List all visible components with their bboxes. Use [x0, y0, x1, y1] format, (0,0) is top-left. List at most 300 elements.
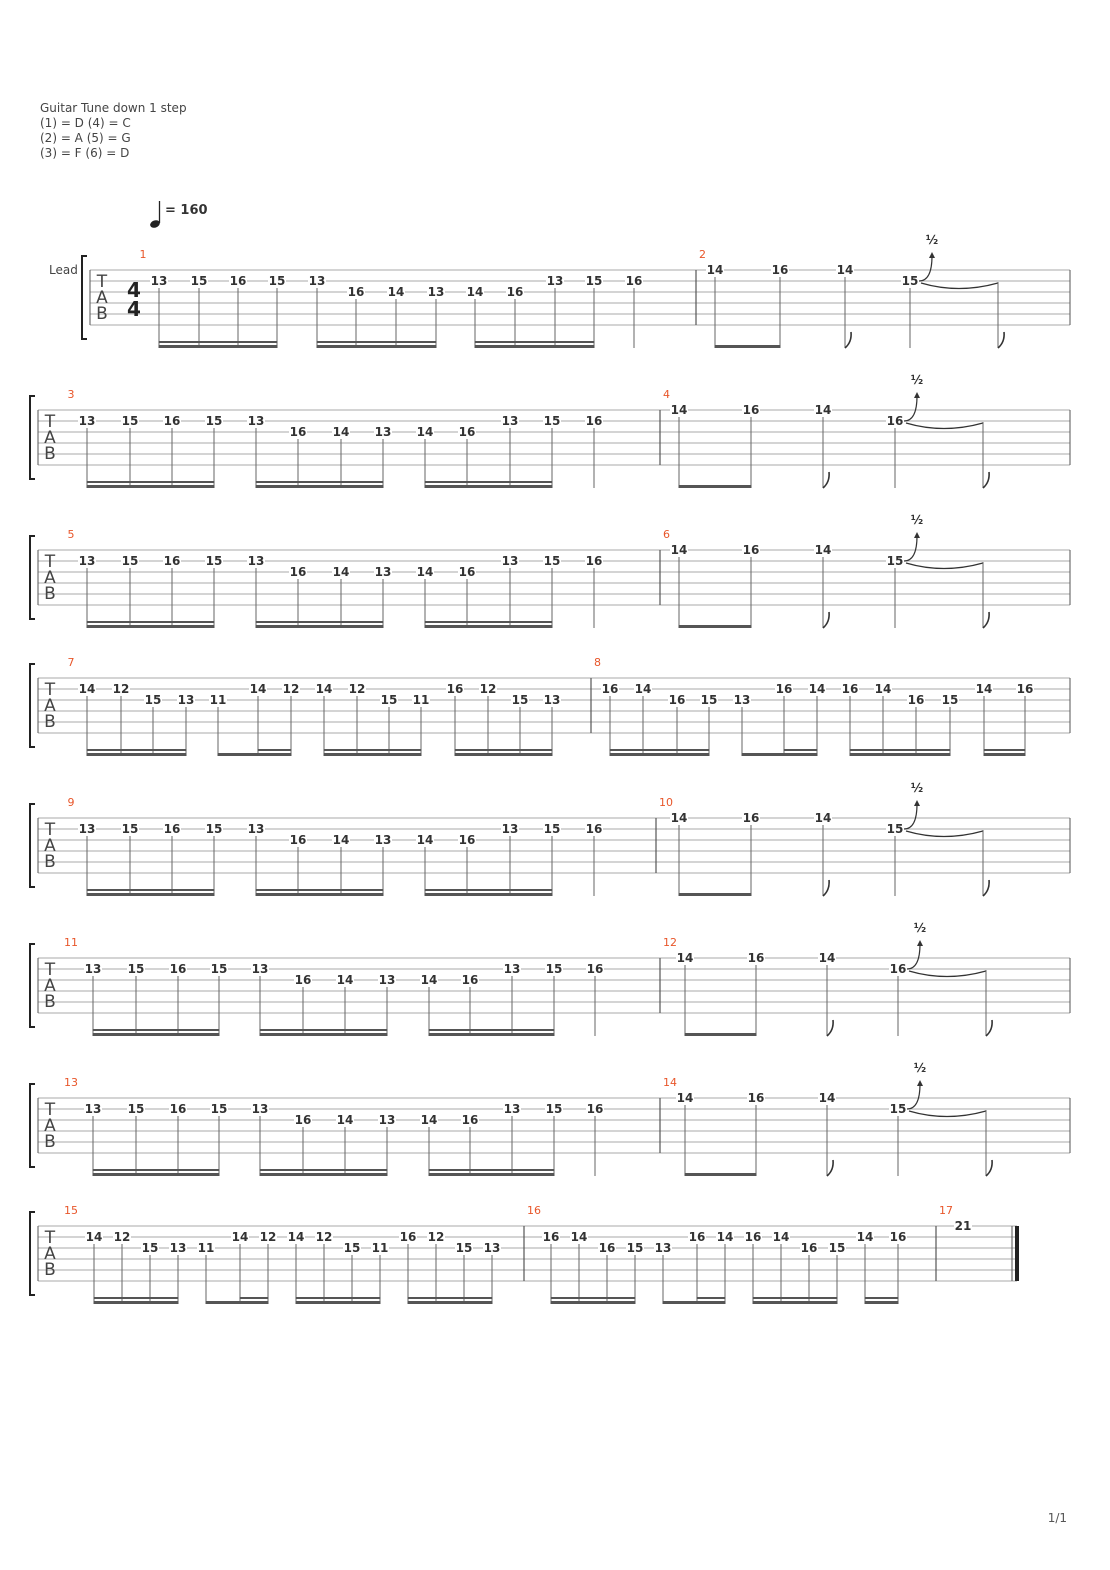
fret-number: 15: [190, 274, 208, 288]
beam: [256, 889, 384, 891]
fret-number: 15: [543, 554, 561, 568]
beam: [87, 889, 215, 891]
fret-number: 13: [308, 274, 326, 288]
beam: [715, 345, 781, 348]
staff-bracket: [30, 944, 35, 1027]
beam: [317, 345, 437, 348]
fret-number: 13: [251, 1102, 269, 1116]
fret-number: 16: [742, 543, 760, 557]
fret-number: 12: [282, 682, 300, 696]
measure-number: 3: [67, 388, 75, 401]
fret-number: 15: [828, 1241, 846, 1255]
tuning-line: (3) = F (6) = D: [40, 146, 130, 160]
fret-number: 11: [412, 693, 430, 707]
beam: [753, 1297, 838, 1299]
fret-number: 16: [163, 554, 181, 568]
fret-number: 14: [570, 1230, 588, 1244]
fret-number: 13: [378, 973, 396, 987]
tab-clef-letter: T: [44, 1100, 56, 1120]
beam: [296, 1297, 381, 1299]
beam: [425, 485, 553, 488]
fret-number: 15: [889, 1102, 907, 1116]
fret-number: 14: [670, 543, 688, 557]
fret-number: 14: [416, 425, 434, 439]
bend-amount: ½: [910, 513, 924, 527]
beam: [159, 341, 278, 343]
beam: [87, 485, 215, 488]
fret-number: 13: [247, 554, 265, 568]
beam: [551, 1297, 636, 1299]
fret-number: 13: [247, 414, 265, 428]
beam: [685, 1033, 757, 1036]
note-flag: [823, 472, 829, 488]
fret-number: 16: [458, 565, 476, 579]
beam: [455, 749, 553, 751]
fret-number: 13: [374, 833, 392, 847]
tab-clef-letter: A: [44, 836, 56, 856]
beam: [753, 1301, 838, 1304]
fret-number: 15: [380, 693, 398, 707]
fret-number: 13: [251, 962, 269, 976]
beam: [408, 1301, 493, 1304]
fret-number: 15: [901, 274, 919, 288]
tab-clef-letter: B: [44, 584, 56, 604]
tab-clef-letter: A: [44, 976, 56, 996]
note-flag: [823, 612, 829, 628]
tab-clef-letter: T: [44, 820, 56, 840]
beam: [256, 893, 384, 896]
fret-number: 16: [229, 274, 247, 288]
fret-number: 16: [289, 425, 307, 439]
measure-number: 4: [663, 388, 670, 401]
staff-bracket: [82, 256, 87, 339]
fret-number: 16: [446, 682, 464, 696]
fret-number: 16: [294, 1113, 312, 1127]
measure-number: 7: [67, 656, 75, 669]
bend-arrowhead: [917, 1080, 923, 1086]
fret-number: 15: [121, 554, 139, 568]
fret-number: 15: [268, 274, 286, 288]
fret-number: 12: [259, 1230, 277, 1244]
fret-number: 14: [336, 973, 354, 987]
fret-number: 15: [941, 693, 959, 707]
fret-number: 14: [78, 682, 96, 696]
tie: [906, 831, 983, 837]
beam: [260, 1029, 388, 1031]
fret-number: 16: [775, 682, 793, 696]
beam: [256, 625, 384, 628]
fret-number: 16: [294, 973, 312, 987]
fret-number: 14: [420, 1113, 438, 1127]
fret-number: 15: [127, 962, 145, 976]
time-signature-top: 4: [127, 278, 141, 302]
beam: [317, 341, 437, 343]
beam: [425, 621, 553, 623]
tab-clef-letter: B: [96, 304, 108, 324]
note-flag: [823, 880, 829, 896]
fret-number: 14: [634, 682, 652, 696]
fret-number: 16: [601, 682, 619, 696]
fret-number: 16: [585, 554, 603, 568]
beam: [218, 753, 292, 756]
fret-number: 14: [706, 263, 724, 277]
fret-number: 16: [586, 1102, 604, 1116]
beam: [256, 485, 384, 488]
fret-number: 16: [289, 833, 307, 847]
fret-number: 11: [209, 693, 227, 707]
fret-number: 14: [716, 1230, 734, 1244]
beam: [87, 893, 215, 896]
fret-number: 13: [169, 1241, 187, 1255]
beam: [93, 1029, 220, 1031]
fret-number: 14: [814, 811, 832, 825]
beam: [850, 753, 951, 756]
beam: [425, 625, 553, 628]
beam: [260, 1033, 388, 1036]
fret-number: 14: [670, 811, 688, 825]
fret-number: 14: [814, 543, 832, 557]
fret-number: 13: [84, 962, 102, 976]
measure-number: 10: [659, 796, 673, 809]
final-barline: [1015, 1226, 1019, 1281]
beam: [324, 749, 422, 751]
fret-number: 15: [121, 822, 139, 836]
fret-number: 16: [800, 1241, 818, 1255]
bend-arrow: [907, 944, 920, 969]
fret-number: 14: [975, 682, 993, 696]
fret-number: 16: [886, 414, 904, 428]
beam: [240, 1297, 269, 1299]
beam: [679, 625, 752, 628]
fret-number: 16: [461, 1113, 479, 1127]
fret-number: 13: [733, 693, 751, 707]
tab-clef-letter: T: [96, 272, 108, 292]
tie: [906, 563, 983, 569]
note-flag: [983, 612, 989, 628]
fret-number: 14: [836, 263, 854, 277]
beam: [159, 345, 278, 348]
fret-number: 16: [742, 403, 760, 417]
fret-number: 15: [543, 414, 561, 428]
tie: [909, 1111, 986, 1117]
fret-number: 15: [205, 822, 223, 836]
fret-number: 15: [886, 554, 904, 568]
beam: [742, 753, 818, 756]
beam: [408, 1297, 493, 1299]
beam: [685, 1173, 757, 1176]
fret-number: 16: [889, 962, 907, 976]
beam: [260, 1169, 388, 1171]
beam: [455, 753, 553, 756]
bend-arrow: [907, 1084, 920, 1109]
beam: [93, 1169, 220, 1171]
tie: [906, 423, 983, 429]
tab-clef-letter: B: [44, 852, 56, 872]
note-flag: [845, 332, 851, 348]
tab-clef-letter: T: [44, 680, 56, 700]
fret-number: 15: [886, 822, 904, 836]
staff-bracket: [30, 536, 35, 619]
fret-number: 16: [586, 962, 604, 976]
fret-number: 13: [177, 693, 195, 707]
fret-number: 16: [747, 951, 765, 965]
beam: [865, 1301, 899, 1304]
fret-number: 16: [542, 1230, 560, 1244]
fret-number: 14: [332, 425, 350, 439]
beam: [429, 1029, 555, 1031]
tempo-value: = 160: [165, 203, 208, 218]
measure-number: 13: [64, 1076, 78, 1089]
beam: [663, 1301, 726, 1304]
tab-clef-letter: A: [44, 1244, 56, 1264]
tab-clef-letter: A: [44, 1116, 56, 1136]
fret-number: 14: [332, 833, 350, 847]
fret-number: 16: [598, 1241, 616, 1255]
fret-number: 14: [818, 951, 836, 965]
beam: [429, 1169, 555, 1171]
staff-bracket: [30, 804, 35, 887]
staff-bracket: [30, 1212, 35, 1295]
fret-number: 13: [78, 414, 96, 428]
fret-number: 16: [169, 962, 187, 976]
tab-clef-letter: T: [44, 1228, 56, 1248]
measure-number: 1: [139, 248, 147, 261]
beam: [256, 481, 384, 483]
fret-number: 13: [503, 962, 521, 976]
measure-number: 15: [64, 1204, 78, 1217]
fret-number: 14: [420, 973, 438, 987]
tuning-line: (2) = A (5) = G: [40, 131, 131, 145]
fret-number: 15: [343, 1241, 361, 1255]
fret-number: 16: [1016, 682, 1034, 696]
tab-clef-letter: B: [44, 444, 56, 464]
beam: [87, 753, 187, 756]
measure-number: 6: [663, 528, 670, 541]
bend-amount: ½: [913, 921, 927, 935]
fret-number: 14: [808, 682, 826, 696]
fret-number: 16: [889, 1230, 907, 1244]
fret-number: 15: [700, 693, 718, 707]
fret-number: 16: [458, 425, 476, 439]
fret-number: 13: [483, 1241, 501, 1255]
beam: [425, 481, 553, 483]
tuning-line: (1) = D (4) = C: [40, 116, 131, 130]
fret-number: 13: [543, 693, 561, 707]
bend-amount: ½: [910, 373, 924, 387]
bend-arrow: [904, 536, 917, 561]
beam: [610, 749, 710, 751]
measure-number: 2: [699, 248, 706, 261]
note-flag: [983, 472, 989, 488]
beam: [610, 753, 710, 756]
fret-number: 16: [771, 263, 789, 277]
note-flag: [827, 1160, 833, 1176]
tab-clef-letter: T: [44, 960, 56, 980]
fret-number: 12: [427, 1230, 445, 1244]
fret-number: 13: [374, 425, 392, 439]
staff-bracket: [30, 1084, 35, 1167]
bend-amount: ½: [925, 233, 939, 247]
fret-number: 13: [501, 554, 519, 568]
beam: [429, 1033, 555, 1036]
fret-number: 16: [742, 811, 760, 825]
fret-number: 15: [205, 414, 223, 428]
fret-number: 13: [501, 414, 519, 428]
tab-clef-letter: T: [44, 552, 56, 572]
beam: [429, 1173, 555, 1176]
tab-clef-letter: A: [44, 428, 56, 448]
measure-number: 12: [663, 936, 677, 949]
fret-number: 16: [347, 285, 365, 299]
note-flag: [998, 332, 1004, 348]
tab-clef-letter: T: [44, 412, 56, 432]
fret-number: 13: [654, 1241, 672, 1255]
beam: [475, 341, 595, 343]
beam: [865, 1297, 899, 1299]
fret-number: 13: [501, 822, 519, 836]
beam: [679, 893, 752, 896]
fret-number: 13: [374, 565, 392, 579]
measure-number: 5: [67, 528, 75, 541]
fret-number: 15: [511, 693, 529, 707]
note-flag: [986, 1020, 992, 1036]
fret-number: 16: [907, 693, 925, 707]
fret-number: 14: [315, 682, 333, 696]
fret-number: 11: [197, 1241, 215, 1255]
fret-number: 16: [461, 973, 479, 987]
fret-number: 14: [466, 285, 484, 299]
bend-amount: ½: [913, 1061, 927, 1075]
fret-number: 15: [141, 1241, 159, 1255]
measure-number: 8: [594, 656, 601, 669]
fret-number: 16: [585, 414, 603, 428]
measure-number: 17: [939, 1204, 953, 1217]
beam: [206, 1301, 269, 1304]
beam: [94, 1297, 179, 1299]
fret-number: 14: [772, 1230, 790, 1244]
fret-number: 13: [78, 822, 96, 836]
track-name: Lead: [49, 263, 78, 277]
beam: [984, 749, 1026, 751]
fret-number: 12: [348, 682, 366, 696]
bend-amount: ½: [910, 781, 924, 795]
measure-number: 16: [527, 1204, 541, 1217]
beam: [256, 621, 384, 623]
fret-number: 14: [856, 1230, 874, 1244]
fret-number: 15: [626, 1241, 644, 1255]
fret-number: 14: [416, 565, 434, 579]
fret-number: 14: [336, 1113, 354, 1127]
note-flag: [983, 880, 989, 896]
page-number: 1/1: [1047, 1511, 1067, 1525]
fret-number: 14: [676, 1091, 694, 1105]
beam: [425, 893, 553, 896]
fret-number: 12: [479, 682, 497, 696]
beam: [87, 749, 187, 751]
fret-number: 16: [169, 1102, 187, 1116]
tab-clef-letter: A: [44, 568, 56, 588]
fret-number: 15: [585, 274, 603, 288]
fret-number: 14: [249, 682, 267, 696]
beam: [850, 749, 951, 751]
fret-number: 16: [506, 285, 524, 299]
beam: [984, 753, 1026, 756]
bend-arrow: [919, 256, 932, 281]
note-flag: [986, 1160, 992, 1176]
fret-number: 12: [113, 1230, 131, 1244]
beam: [93, 1173, 220, 1176]
fret-number: 14: [676, 951, 694, 965]
fret-number: 14: [231, 1230, 249, 1244]
fret-number: 13: [427, 285, 445, 299]
beam: [425, 889, 553, 891]
fret-number: 21: [954, 1219, 972, 1233]
fret-number: 15: [127, 1102, 145, 1116]
bend-arrowhead: [914, 800, 920, 806]
fret-number: 15: [210, 1102, 228, 1116]
staff-bracket: [30, 396, 35, 479]
beam: [324, 753, 422, 756]
fret-number: 15: [205, 554, 223, 568]
fret-number: 16: [289, 565, 307, 579]
fret-number: 16: [163, 822, 181, 836]
fret-number: 15: [455, 1241, 473, 1255]
beam: [87, 625, 215, 628]
bend-arrowhead: [914, 532, 920, 538]
measure-number: 9: [67, 796, 75, 809]
bend-arrowhead: [917, 940, 923, 946]
fret-number: 16: [399, 1230, 417, 1244]
measure-number: 11: [64, 936, 78, 949]
fret-number: 14: [818, 1091, 836, 1105]
fret-number: 15: [210, 962, 228, 976]
note-flag: [827, 1020, 833, 1036]
beam: [260, 1173, 388, 1176]
fret-number: 12: [112, 682, 130, 696]
tab-clef-letter: B: [44, 1260, 56, 1280]
fret-number: 16: [841, 682, 859, 696]
fret-number: 15: [545, 962, 563, 976]
beam: [258, 749, 292, 751]
fret-number: 16: [163, 414, 181, 428]
tab-clef-letter: A: [44, 696, 56, 716]
fret-number: 14: [85, 1230, 103, 1244]
fret-number: 14: [814, 403, 832, 417]
measure-number: 14: [663, 1076, 677, 1089]
fret-number: 13: [150, 274, 168, 288]
fret-number: 14: [874, 682, 892, 696]
fret-number: 13: [503, 1102, 521, 1116]
fret-number: 15: [543, 822, 561, 836]
beam: [93, 1033, 220, 1036]
tab-clef-letter: A: [96, 288, 108, 308]
fret-number: 14: [670, 403, 688, 417]
beam: [94, 1301, 179, 1304]
fret-number: 14: [387, 285, 405, 299]
time-signature-bottom: 4: [127, 297, 141, 321]
fret-number: 14: [416, 833, 434, 847]
beam: [475, 345, 595, 348]
fret-number: 13: [546, 274, 564, 288]
beam: [679, 485, 752, 488]
beam: [296, 1301, 381, 1304]
beam: [551, 1301, 636, 1304]
tie: [909, 971, 986, 977]
beam: [697, 1297, 726, 1299]
tab-clef-letter: B: [44, 992, 56, 1012]
fret-number: 13: [78, 554, 96, 568]
fret-number: 16: [744, 1230, 762, 1244]
